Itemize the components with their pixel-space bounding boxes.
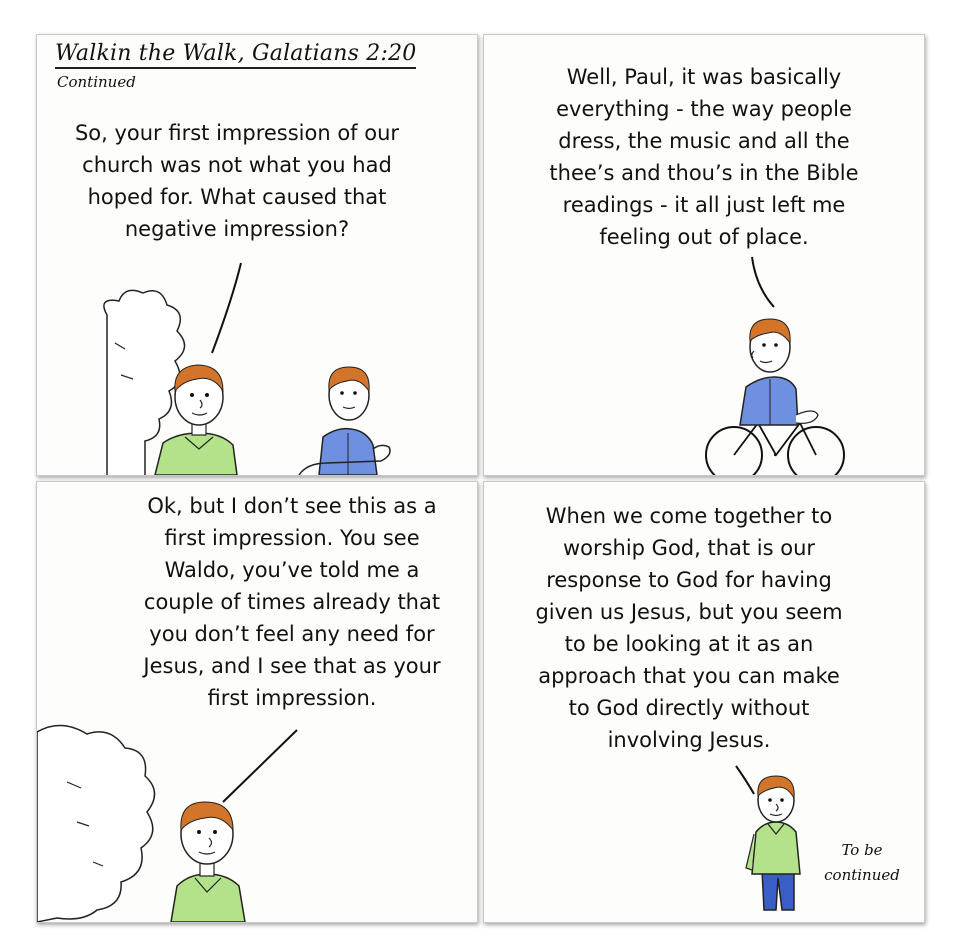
paul-speech: When we come together to worship God, that is our response to God for having given us Jesus, but you seem to be looking at it as an approach that you can make to God directly without involving Jesus.	[535, 504, 843, 752]
panel-1	[36, 34, 478, 476]
paul-speech: Ok, but I don’t see this as a first impression. You see Waldo, you’ve told me a couple of times already that you don’t feel any need for Jesus, and I see that as your first impression.	[143, 494, 441, 710]
panel-3-art	[37, 482, 477, 922]
comic-subtitle: Continued	[57, 73, 136, 91]
waldo-speech: Well, Paul, it was basically everything - the way people dress, the music and all the thee’s and thou’s in the Bible readings - it all just left me feeling out of place.	[549, 65, 859, 249]
bush-icon	[37, 725, 155, 922]
comic-title: Walkin the Walk, Galatians 2:20	[55, 41, 416, 69]
bike-wheel-icon	[788, 427, 844, 475]
panel-2	[483, 34, 925, 476]
speech-tail	[223, 730, 297, 802]
bike-wheel-icon	[706, 427, 762, 475]
to-be-continued: To be continued	[824, 841, 900, 884]
panel-4-art	[484, 482, 924, 922]
speech-tail	[736, 766, 754, 794]
speech-tail	[752, 257, 774, 307]
paul-figure	[746, 776, 800, 910]
speech-tail	[212, 263, 241, 353]
panel-2-art	[484, 35, 924, 475]
paul-figure	[171, 802, 245, 922]
waldo-figure	[299, 367, 390, 475]
paul-speech: So, your first impression of our church was not what you had hoped for. What caused that negative impression?	[74, 121, 400, 241]
panel-3	[36, 481, 478, 923]
panel-1-art	[37, 35, 477, 475]
panel-4	[483, 481, 925, 923]
waldo-on-bike	[706, 319, 844, 475]
